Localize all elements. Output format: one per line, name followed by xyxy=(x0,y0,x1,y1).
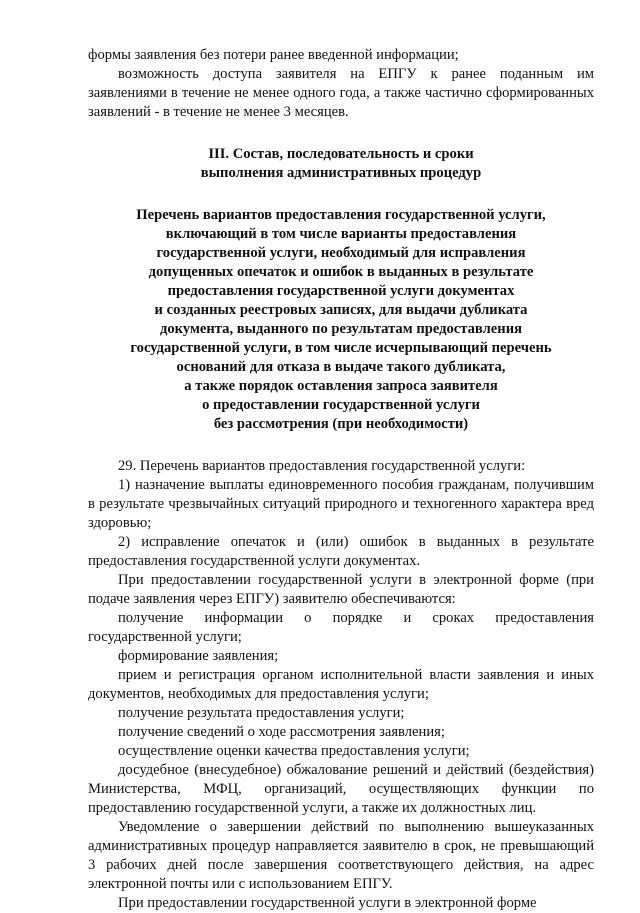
section-heading xyxy=(88,145,594,183)
variant-1: 1) назначение выплаты единовременного пособия гражданам, получившим в результате чрезвычайных ситуаций природного и техногенного характера вред здоровью; xyxy=(88,477,594,531)
spacer xyxy=(88,122,594,145)
subsection-title-line: а также порядок оставления запроса заявителя xyxy=(184,378,498,394)
list-item-form: формирование заявления; xyxy=(118,648,279,664)
paragraph-form-save: формы заявления без потери ранее введенной информации; xyxy=(88,47,459,63)
variant-2: 2) исправление опечаток и (или) ошибок в выданных в результате предоставления государственной услуги документах. xyxy=(88,534,594,569)
subsection-title-line: и созданных реестровых записях, для выдачи дубликата xyxy=(154,302,528,318)
subsection-title-line: допущенных опечаток и ошибок в выданных в результате xyxy=(148,264,534,280)
subsection-title-line: государственной услуги, в том числе исчерпывающий перечень xyxy=(130,340,552,356)
paragraph-notification: Уведомление о завершении действий по выполнению вышеуказанных административных процедур направляется заявителю в срок, не превышающий 3 рабочих дней после завершения соответствующего действия, на адрес электронной почты или с использованием ЕПГУ. xyxy=(88,819,594,892)
spacer xyxy=(88,183,594,206)
paragraph-last: При предоставлении государственной услуги в электронной форме xyxy=(118,895,537,911)
subsection-heading xyxy=(88,206,594,434)
subsection-title-line: включающий в том числе варианты предоставления xyxy=(165,226,517,242)
subsection-title-line: без рассмотрения (при необходимости) xyxy=(213,416,469,432)
subsection-title-line: предоставления государственной услуги документах xyxy=(167,283,515,299)
spacer xyxy=(88,434,594,457)
list-item-result: получение результата предоставления услуги; xyxy=(118,705,405,721)
list-item-quality: осуществление оценки качества предоставления услуги; xyxy=(118,743,470,759)
section-title-line: выполнения административных процедур xyxy=(200,165,482,181)
paragraph-access-applications: возможность доступа заявителя на ЕПГУ к ранее поданным им заявлениями в течение не менее одного года, а также частично сформированных заявлений - в течение не менее 3 месяцев. xyxy=(88,66,594,120)
subsection-title-line: документа, выданного по результатам предоставления xyxy=(160,321,522,337)
paragraph-electronic-form: При предоставлении государственной услуги в электронной форме (при подаче заявления через ЕПГУ) заявителю обеспечиваются: xyxy=(88,572,594,607)
paragraph-29: 29. Перечень вариантов предоставления государственной услуги: xyxy=(118,458,526,474)
list-item-status: получение сведений о ходе рассмотрения заявления; xyxy=(118,724,445,740)
list-item-info: получение информации о порядке и сроках предоставления государственной услуги; xyxy=(88,610,594,645)
section-title-line: III. Состав, последовательность и сроки xyxy=(208,146,474,162)
subsection-title-line: государственной услуги, необходимый для исправления xyxy=(156,245,526,261)
list-item-appeal: досудебное (внесудебное) обжалование решений и действий (бездействия) Министерства, МФЦ, организаций, осуществляющих функции по предоставлению государственной услуги, а также их должностных лиц. xyxy=(88,762,594,816)
subsection-title-line: оснований для отказа в выдаче такого дубликата, xyxy=(176,359,506,375)
subsection-title-line: о предоставлении государственной услуги xyxy=(202,397,480,413)
subsection-title-line: Перечень вариантов предоставления государственной услуги, xyxy=(136,207,546,223)
page-content xyxy=(88,46,594,913)
list-item-registration: прием и регистрация органом исполнительной власти заявления и иных документов, необходимых для предоставления услуги; xyxy=(88,667,594,702)
